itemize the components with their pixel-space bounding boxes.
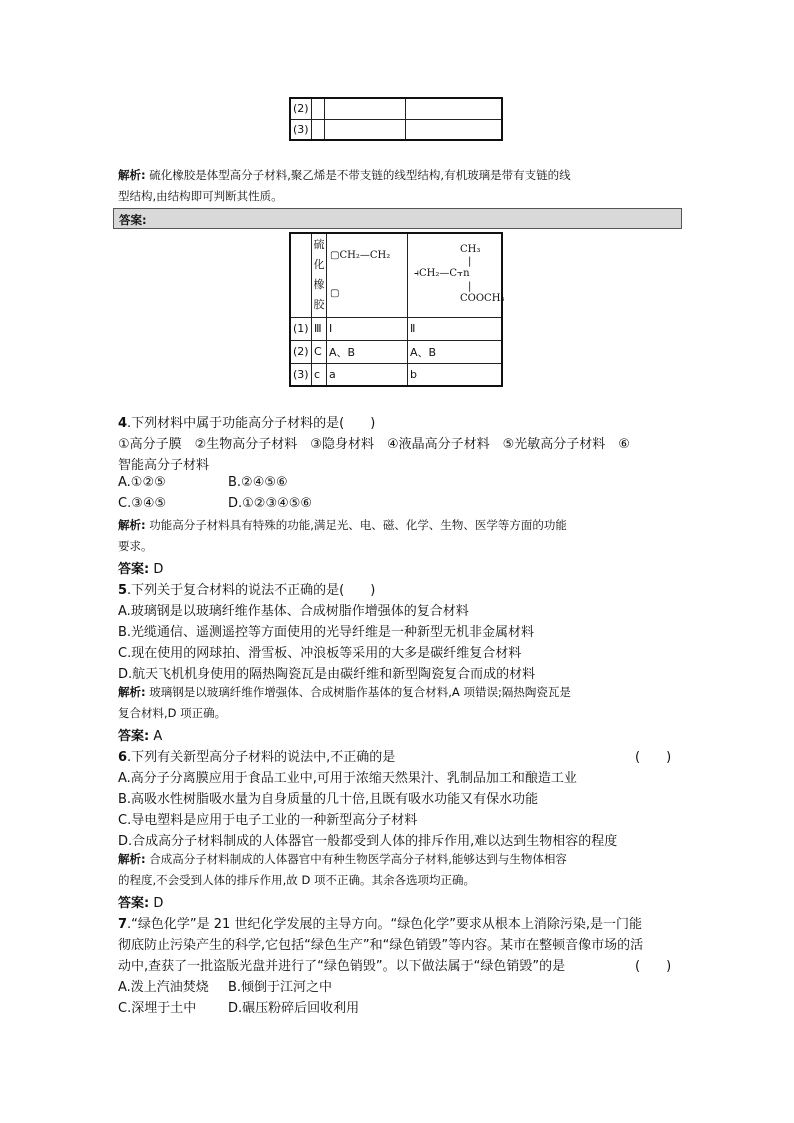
table-cell: A、B: [327, 340, 408, 363]
q7-choices-ab: [118, 976, 332, 995]
q5-explanation-line1: 解析: 玻璃钢是以玻璃纤维作增强体、合成树脂作基体的复合材料,A 项错误;隔热陶瓷瓦是: [118, 685, 571, 699]
choice-c: C.③④⑤: [118, 496, 167, 511]
table-cell: b: [408, 363, 503, 386]
vertical-label: 硫 化 橡 胶: [313, 238, 325, 312]
explanation-label: 解析:: [118, 168, 146, 182]
answer-value: D: [153, 562, 164, 577]
q4-options-line1: ①高分子膜 ②生物高分子材料 ③隐身材料 ④液晶高分子材料 ⑤光敏高分子材料 ⑥: [118, 437, 630, 452]
q4-options-line2: 智能高分子材料: [118, 458, 210, 473]
methyl-group: CH₃: [460, 244, 481, 255]
q7-answer-paren: ( ): [635, 959, 672, 974]
table-cell: [312, 119, 325, 140]
table-cell: Ⅲ: [312, 317, 327, 340]
q7-line1: 7.“绿色化学”是 21 世纪化学发展的主导方向。“绿色化学”要求从根本上消除污染,是一门能: [118, 917, 643, 932]
explanation-label: 解析:: [118, 685, 146, 699]
table-cell: [325, 98, 406, 119]
row-label: (3): [290, 119, 312, 140]
q4-stem: 4.下列材料中属于功能高分子材料的是( ): [118, 416, 376, 431]
table-row: [290, 98, 502, 119]
polyethylene-formula-cell: [327, 233, 408, 317]
ester-group: COOCH₃: [460, 293, 505, 304]
table-cell: Ⅰ: [327, 317, 408, 340]
answer-bar: [113, 208, 682, 229]
q6-answer-paren: ( ): [635, 750, 672, 765]
answer-value: A: [153, 729, 163, 744]
table-header-row: [290, 233, 502, 317]
choice-b: B.②④⑤⑥: [228, 475, 288, 490]
q6-option-b: B.高吸水性树脂吸水量为自身质量的几十倍,且既有吸水功能又有保水功能: [118, 792, 539, 807]
q5-stem: 5.下列关于复合材料的说法不正确的是( ): [118, 583, 376, 598]
q4-answer: [118, 558, 163, 577]
q7-line2: 彻底防止污染产生的科学,它包括“绿色生产”和“绿色销毁”等内容。某市在整顿音像市场的活: [118, 938, 644, 953]
q7-line3: 动中,查获了一批盗版光盘并进行了“绿色销毁”。以下做法属于“绿色销毁”的是: [118, 959, 566, 974]
table-cell: A、B: [408, 340, 503, 363]
row-label: (3): [290, 363, 312, 386]
question-number: 5: [118, 583, 128, 598]
top-table: [289, 97, 503, 141]
rubber-label-cell: [312, 233, 327, 317]
q5-option-b: B.光缆通信、遥测遥控等方面使用的光导纤维是一种新型无机非金属材料: [118, 625, 535, 640]
table-cell: [312, 98, 325, 119]
choice-c: C.深埋于土中: [118, 1001, 197, 1016]
q4-explanation-line2: 要求。: [118, 539, 153, 553]
q6-explanation-line2: 的程度,不会受到人体的排斥作用,故 D 项不正确。其余各选项均正确。: [118, 873, 475, 887]
q4-choices-cd: [118, 496, 312, 511]
answer-value: D: [153, 896, 164, 911]
placeholder-box-icon: ▢: [330, 288, 340, 299]
table-row: [290, 119, 502, 140]
table-row: [290, 317, 502, 340]
choice-a: A.①②⑤: [118, 475, 166, 490]
table-row: [290, 363, 502, 386]
explanation-label: 解析:: [118, 518, 146, 532]
polyethylene-formula: ▢CH₂—CH₂: [330, 250, 391, 261]
pmma-main-chain: ⫞CH₂—C⫟n: [414, 268, 470, 279]
bond-line: |: [468, 281, 472, 292]
q5-option-d: D.航天飞机机身使用的隔热陶瓷瓦是由碳纤维和新型陶瓷复合而成的材料: [118, 667, 536, 682]
answer-label: 答案:: [119, 213, 147, 227]
q5-answer: [118, 725, 162, 744]
table-cell: [325, 119, 406, 140]
table-cell: [406, 119, 503, 140]
row-label: (2): [290, 98, 312, 119]
row-label: (1): [290, 317, 312, 340]
table-cell: c: [312, 363, 327, 386]
question-number: 4: [118, 416, 128, 431]
answer-table: [289, 232, 503, 387]
q5-explanation-line2: 复合材料,D 项正确。: [118, 706, 227, 720]
q6-option-c: C.导电塑料是应用于电子工业的一种新型高分子材料: [118, 813, 418, 828]
q7-choices-cd: [118, 997, 359, 1016]
q3-explanation-line2: 型结构,由结构即可判断其性质。: [118, 189, 283, 203]
q4-explanation-line1: 解析: 功能高分子材料具有特殊的功能,满足光、电、磁、化学、生物、医学等方面的功能: [118, 518, 567, 532]
choice-b: B.倾倒于江河之中: [228, 980, 333, 995]
table-cell: a: [327, 363, 408, 386]
choice-a: A.泼上汽油焚烧: [118, 980, 209, 995]
row-label: (2): [290, 340, 312, 363]
answer-label: 答案:: [118, 896, 150, 911]
q6-answer: [118, 892, 163, 911]
table-row: [290, 340, 502, 363]
q6-option-d: D.合成高分子材料制成的人体器官一般都受到人体的排斥作用,难以达到生物相容的程度: [118, 834, 618, 849]
q4-choices-ab: [118, 475, 288, 490]
question-number: 6: [118, 750, 128, 765]
answer-label: 答案:: [118, 729, 150, 744]
q6-stem: 6.下列有关新型高分子材料的说法中,不正确的是: [118, 750, 396, 765]
table-cell: C: [312, 340, 327, 363]
table-cell: Ⅱ: [408, 317, 503, 340]
choice-d: D.①②③④⑤⑥: [228, 496, 313, 511]
explanation-label: 解析:: [118, 852, 146, 866]
bond-line: |: [468, 256, 472, 267]
q6-option-a: A.高分子分离膜应用于食品工业中,可用于浓缩天然果汁、乳制品加工和酿造工业: [118, 771, 577, 786]
q6-explanation-line1: 解析: 合成高分子材料制成的人体器官中有种生物医学高分子材料,能够达到与生物体相容: [118, 852, 567, 866]
table-cell: [406, 98, 503, 119]
q5-option-a: A.玻璃钢是以玻璃纤维作基体、合成树脂作增强体的复合材料: [118, 604, 469, 619]
choice-d: D.碾压粉碎后回收利用: [228, 1001, 360, 1016]
answer-label: 答案:: [118, 562, 150, 577]
q3-explanation-line1: 解析: 硫化橡胶是体型高分子材料,聚乙烯是不带支链的线型结构,有机玻璃是带有支链的线: [118, 168, 571, 182]
q5-option-c: C.现在使用的网球拍、滑雪板、冲浪板等采用的大多是碳纤维复合材料: [118, 646, 522, 661]
question-number: 7: [118, 917, 128, 932]
pmma-formula-cell: [408, 233, 503, 317]
